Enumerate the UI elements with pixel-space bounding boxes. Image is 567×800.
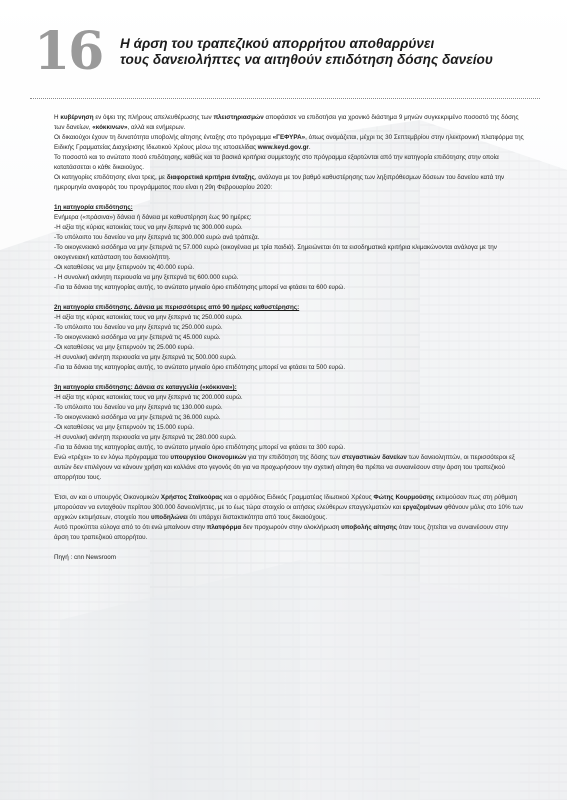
category-1-line: -Το οικογενειακό εισόδημα να μην ξεπερνά τις 57.000 ευρώ (οικογένεια με τρία παιδιά). Σημειώνεται ότι τα εισοδηματικά κριτήρια κλιμακώνονται ανάλογα με την οικογενειακή κατάσταση του δανειολήπτη. [54,244,497,261]
category-3-line: -Για τα δάνεια της κατηγορίας αυτής, το ανώτατο μηνιαίο όριο επιδότησης μπορεί να φτάσει τα 300 ευρώ. [54,444,346,451]
intro-paragraph-2: Οι δικαιούχοι έχουν τη δυνατότητα υποβολής αίτησης ένταξης στο πρόγραμμα «ΓΕΦΥΡΑ», όπως ονομάζεται, μέχρι τις 30 Σεπτεμβρίου στην ηλεκτρονική πλατφόρμα της Ειδικής Γραμματείας Διαχείρισης Ιδιωτικού Χρέους μέσω της ιστοσελίδας www.keyd.gov.gr. [54,134,524,151]
category-3-line: -Το οικογενειακό εισόδημα να μην ξεπερνά τις 36.000 ευρώ. [54,414,221,421]
category-1-line: -Το υπόλοιπο του δανείου να μην ξεπερνά τις 300.000 ευρώ ανά τράπεζα. [54,234,260,241]
intro-paragraph-1: Η κυβέρνηση εν όψει της πλήρους απελευθέρωσης των πλειστηριασμών αποφάσισε να επιδοτήσει για χρονικό διάστημα 9 μηνών συγκεκριμένο ποσοστό της δόσης των δανείων, «κόκκινων», αλλά και ενήμερων. [54,114,519,131]
category-2-line: -Το οικογενειακό εισόδημα να μην ξεπερνά τις 45.000 ευρώ. [54,334,221,341]
category-3-line: -Η συνολική ακίνητη περιουσία να μην ξεπερνά τις 280.000 ευρώ. [54,434,237,441]
category-1-line: - Η συνολική ακίνητη περιουσία να μην ξεπερνά τις 600.000 ευρώ. [54,274,239,281]
category-1-line: -Οι καταθέσεις να μην ξεπερνούν τις 40.000 ευρώ. [54,264,195,271]
closing-paragraph-1: Έτσι, αν και ο υπουργός Οικονομικών Χρήστος Σταϊκούρας και ο αρμόδιος Ειδικός Γραμματέας Ιδιωτικού Χρέους Φώτης Κουρμούσης εκτιμούσαν πως στη ρύθμιση μπορούσαν να ενταχθούν περίπου 300.000 δανειολήπτες, με το έως τώρα στοιχείο οι αιτήσεις ελεύθερων επαγγελματιών και εργαζομένων φθάνουν μόλις στο 10% των αρχικών εκτιμήσεων, στοιχείο που υποδηλώνει ότι υπάρχει διστακτικότητα από τους δικαιούχους. [54,494,523,521]
category-2-heading: 2η κατηγορία επιδότησης. Δάνεια με περισσότερες από 90 ημέρες καθυστέρησης: [54,304,300,311]
category-1-line: Ενήμερα («πράσινα») δάνεια ή δάνεια με καθυστέρηση έως 90 ημέρες: [54,214,252,221]
title-line-2: τους δανειολήπτες να αιτηθούν επιδότηση δόσης δανείου [120,52,493,67]
category-1-line: -Η αξία της κύριας κατοικίας τους να μην ξεπερνά τις 300.000 ευρώ. [54,224,243,231]
intro-paragraph-4: Οι κατηγορίες επιδότησης είναι τρεις, με διαφορετικά κριτήρια ένταξης, ανάλογα με τον βαθμό καθυστέρησης των ληξιπρόθεσμων δόσεων του δανείου κατά την ημερομηνία αναφοράς του προγράμματος που είναι η 29η Φεβρουαρίου 2020: [54,174,505,191]
source-credit: Πηγή : cnn Newsroom [54,554,116,561]
page-number: 16 [34,21,103,82]
category-2-line: -Το υπόλοιπο του δανείου να μην ξεπερνά τις 250.000 ευρώ. [54,324,223,331]
category-3-heading: 3η κατηγορία επιδότησης: Δάνεια σε καταγγελία («κόκκινα»): [54,384,237,391]
category-1-heading: 1η κατηγορία επιδότησης: [54,204,133,211]
title-line-1: Η άρση του τραπεζικού απορρήτου αποθαρρύνει [120,36,435,51]
category-3-line: -Η αξία της κύριας κατοικίας τους να μην ξεπερνά τις 200.000 ευρώ. [54,394,243,401]
closing-paragraph-2: Αυτό προκύπτει εύλογα από το ότι ενώ μπαίνουν στην πλατφόρμα δεν προχωρούν στην ολοκλήρωση υποβολής αίτησης όταν τους ζητείται να συναινέσουν στην άρση του τραπεζικού απορρήτου. [54,524,509,541]
category-3-tail-paragraph: Ενώ «τρέχει» το εν λόγω πρόγραμμα του υπουργείου Οικονομικών για την επιδότηση της δόσης των στεγαστικών δανείων των δανειοληπτών, οι περισσότεροι εξ αυτών δεν επιλέγουν να κάνουν χρήση και κολλάνε στο γεγονός ότι για να προχωρήσουν την σχετική αίτηση θα πρέπει να συναινέσουν στην άρση του τραπεζικού απορρήτου τους. [54,454,515,481]
dotted-divider [30,98,540,99]
category-3-line: -Το υπόλοιπο του δανείου να μην ξεπερνά τις 130.000 ευρώ. [54,404,223,411]
category-2-line: -Για τα δάνεια της κατηγορίας αυτής, το ανώτατο μηνιαίο όριο επιδότησης μπορεί να φτάσει τα 500 ευρώ. [54,364,346,371]
article-title [120,36,550,68]
category-2-line: -Η αξία της κύριας κατοικίας τους να μην ξεπερνά τις 250.000 ευρώ. [54,314,243,321]
website-link[interactable]: www.keyd.gov.gr [257,144,309,151]
category-2-line: -Οι καταθέσεις να μην ξεπερνούν τις 25.000 ευρώ. [54,344,195,351]
category-3-line: -Οι καταθέσεις να μην ξεπερνούν τις 15.000 ευρώ. [54,424,195,431]
article-header [30,20,550,80]
intro-paragraph-3: Το ποσοστό και το ανώτατο ποσό επιδότησης, καθώς και τα βασικά κριτήρια συμμετοχής στο πρόγραμμα εξαρτώνται από την κατηγορία επιδότησης στην οποία κατατάσσεται ο κάθε δικαιούχος. [54,154,499,171]
article-body [54,113,524,563]
category-1-line: -Για τα δάνεια της κατηγορίας αυτής, το ανώτατο μηνιαίο όριο επιδότησης μπορεί να φτάσει τα 600 ευρώ. [54,284,346,291]
category-2-line: -Η συνολική ακίνητη περιουσία να μην ξεπερνά τις 500.000 ευρώ. [54,354,237,361]
